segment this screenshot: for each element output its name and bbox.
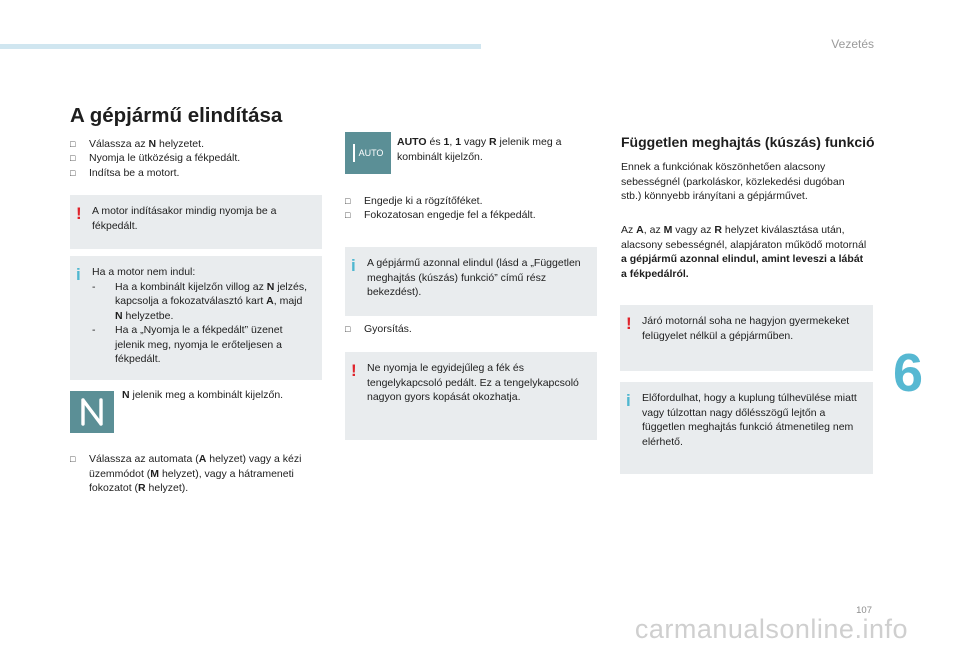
info-icon: i [76,265,81,284]
checkbox-icon: □ [70,139,76,149]
info-icon: i [351,256,356,275]
checkbox-icon: □ [70,153,76,163]
gear-n-icon [70,391,114,433]
chapter-number: 6 [893,343,924,403]
section-heading: Független meghajtás (kúszás) funkció [621,134,875,150]
section-title: Vezetés [831,37,874,51]
auto-indicator-text: AUTO és 1, 1 vagy R jelenik meg a kombinált kijelzőn. [397,136,562,163]
list-item: □ Nyomja le ütközésig a fékpedált. [70,152,241,164]
info-box: i Előfordulhat, hogy a kuplung túlhevülése miatt vagy túlzottan nagy dőlésszögű lejtőn a független meghajtás funkció átmenetileg nem elérhető. [620,382,873,474]
page-number: 107 [856,605,872,616]
list-item: - Ha a „Nyomja le a fékpedált” üzenet jelenik meg, nyomja le erőteljesen a fékpedált. [92,324,283,365]
page-title: A gépjármű elindítása [70,104,283,127]
list-item: □ Indítsa be a motort. [70,167,180,179]
paragraph: Az A, az M vagy az R helyzet kiválasztása után, alacsony sebességnél, alapjáraton működő motornál a gépjármű azonnal elindul, amint leveszi a lábát a fékpedálról. [621,224,867,280]
header-bar [0,44,481,49]
list-item: □ Válassza az N helyzetet. [70,138,204,150]
warning-box: ! Járó motornál soha ne hagyjon gyermekeket felügyelet nélkül a gépjárműben. [620,305,873,371]
list-item: □ Engedje ki a rögzítőféket. [345,195,483,207]
exclamation-icon: ! [76,204,82,223]
list-item: □ Fokozatosan engedje fel a fékpedált. [345,209,536,221]
checkbox-icon: □ [345,196,351,206]
warning-box: ! Ne nyomja le egyidejűleg a fék és tengelykapcsoló pedált. Ez a tengelykapcsoló nagyon gyors kopását okozhatja. [345,352,597,440]
info-icon: i [626,391,631,410]
checkbox-icon: □ [345,324,351,334]
info-box: i A gépjármű azonnal elindul (lásd a „Független meghajtás (kúszás) funkció” című rész bekezdést). [345,247,597,316]
watermark: carmanualsonline.info [634,614,908,644]
paragraph: Ennek a funkciónak köszönhetően alacsony sebességnél (parkoláskor, közlekedési dugóban stb.) könnyebb irányítani a gépjárművet. [621,161,845,202]
info-box: i Ha a motor nem indul: - Ha a kombinált kijelzőn villog az N jelzés, kapcsolja a fokozatválasztó kart A, majd N helyzetbe. - Ha a „Nyomja le a fékpedált” üzenet jelenik meg, nyomja le erőteljesen a fékpedált. [70,256,322,380]
checkbox-icon: □ [345,210,351,220]
checkbox-icon: □ [70,168,76,178]
exclamation-icon: ! [351,361,357,380]
list-item: - Ha a kombinált kijelzőn villog az N jelzés, kapcsolja a fokozatválasztó kart A, majd N helyzetbe. [92,280,308,322]
n-indicator-text: N jelenik meg a kombinált kijelzőn. [122,389,284,401]
auto-mode-icon: AUTO [345,132,391,174]
list-item: □ Gyorsítás. [345,323,412,335]
warning-box: ! A motor indításakor mindig nyomja be a fékpedált. [70,195,322,249]
exclamation-icon: ! [626,314,632,333]
list-item: □ Válassza az automata (A helyzet) vagy a kézi üzemmódot (M helyzet), vagy a hátrameneti fokozatot (R helyzet). [70,453,302,494]
checkbox-icon: □ [70,454,76,464]
